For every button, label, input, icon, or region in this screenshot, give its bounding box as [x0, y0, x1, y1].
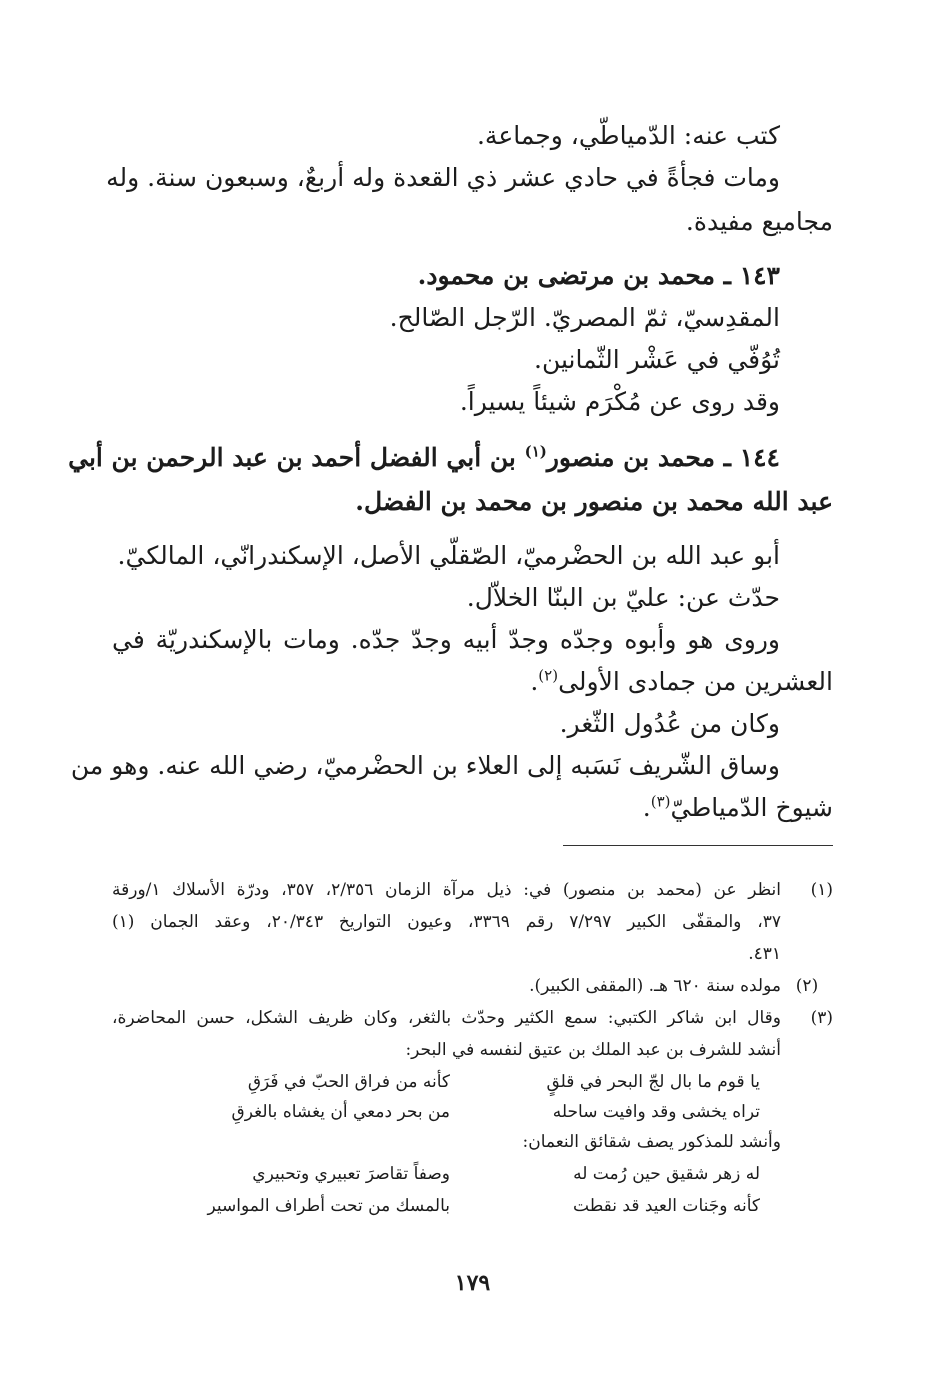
footnote-number: (٣): [810, 1008, 833, 1028]
footnote-ref-1: (١): [524, 442, 547, 461]
body-text: شيوخ الدّمياطيّ: [670, 793, 833, 822]
page-number: ١٧٩: [454, 1270, 491, 1296]
entry-143-heading: ١٤٣ ـ محمد بن مرتضى بن محمود.: [417, 261, 780, 290]
body-line: وكان من عُدُول الثّغر.: [559, 709, 780, 738]
verse-hemistich: تراه يخشى وقد وافيت ساحله: [552, 1102, 760, 1122]
body-line: [112, 664, 833, 700]
footnote-text: وقال ابن شاكر الكتبي: سمع الكثير وحدّث بالثغر، وكان ظريف الشكل، حسن المحاضرة،: [112, 1008, 781, 1028]
verse-hemistich: بالمسك من تحت أطراف المواسير: [207, 1196, 450, 1216]
verse-hemistich: كأنه من فراق الحبّ في فَرَقِ: [247, 1072, 450, 1092]
body-line: وساق الشّريف نَسَبه إلى العلاء بن الحضْرميّ، رضي الله عنه. وهو من: [70, 751, 780, 780]
verse-hemistich: يا قوم ما بال لجّ البحر في قلقٍ: [546, 1072, 760, 1092]
footnote-3: [112, 1004, 833, 1032]
verse-hemistich: من بحر دمعي أن يغشاه بالغرقِ: [231, 1102, 450, 1122]
body-text: .: [642, 793, 651, 822]
verse-hemistich: كأنه وجَنات العيد قد نقطت: [573, 1196, 760, 1216]
footnote-ref-2: (٢): [538, 666, 559, 685]
footnote-line: أنشد للشرف بن عبد الملك بن عتيق لنفسه في البحر:: [405, 1040, 781, 1060]
footnote-2: [112, 972, 833, 1000]
footnote-text: مولده سنة ٦٢٠ هـ. (المقفى الكبير).: [529, 976, 781, 996]
body-line: كتب عنه: الدّمياطّي، وجماعة.: [476, 121, 780, 150]
verse-hemistich: وصفاً تقاصرَ تعبيري وتحبيري: [252, 1164, 450, 1184]
entry-144-heading-cont: عبد الله محمد بن منصور بن محمد بن الفضل.: [355, 487, 833, 516]
heading-text: ١٤٤ ـ محمد بن منصور: [546, 443, 780, 472]
body-line: وروى هو وأبوه وجدّه وجدّ أبيه وجدّ جدّه. ومات بالإسكندريّة في: [112, 625, 780, 654]
body-line: وقد روى عن مُكْرَم شيئاً يسيراً.: [459, 387, 780, 416]
body-line: أبو عبد الله بن الحضْرميّ، الصّقلّي الأصل، الإسكندرانّي، المالكيّ.: [117, 541, 780, 570]
footnote-ref-3: (٣): [650, 792, 671, 811]
footnote-number: (١): [810, 880, 834, 900]
footnote-separator: [563, 845, 833, 846]
body-line: حدّث عن: عليّ بن البنّا الخلاّل.: [466, 583, 780, 612]
body-line: تُوُفّي في عَشْر الثّمانين.: [534, 345, 780, 374]
footnote-number: (٢): [795, 976, 819, 996]
footnote-text: انظر عن (محمد بن منصور) في: ذيل مرآة الزمان ٢/٣٥٦، ٣٥٧، ودرّة الأسلاك ١/ورقة: [112, 880, 782, 900]
verse-hemistich: له زهر شقيق حين رُمت له: [573, 1164, 760, 1184]
body-text: .: [530, 667, 539, 696]
body-text: العشرين من جمادى الأولى: [558, 667, 833, 696]
heading-text: بن أبي الفضل أحمد بن عبد الرحمن بن أبي: [68, 443, 525, 472]
footnote-line: ٤٣١.: [748, 944, 781, 964]
body-line: [112, 790, 833, 826]
body-line: مجاميع مفيدة.: [685, 207, 833, 236]
entry-144-heading: [68, 440, 780, 476]
body-line: ومات فجأةً في حادي عشر ذي القعدة وله أربعٌ، وسبعون سنة. وله: [106, 163, 780, 192]
footnote-line: ٣٧، والمقفّى الكبير ٧/٢٩٧ رقم ٣٣٦٩، وعيون التواريخ ٢٠/٣٤٣، وعقد الجمان (١): [112, 912, 781, 932]
body-line: المقدِسيّ، ثمّ المصريّ. الرّجل الصّالح.: [389, 303, 780, 332]
footnote-line: وأنشد للمذكور يصف شقائق النعمان:: [522, 1132, 781, 1152]
footnote-1: [112, 876, 833, 904]
